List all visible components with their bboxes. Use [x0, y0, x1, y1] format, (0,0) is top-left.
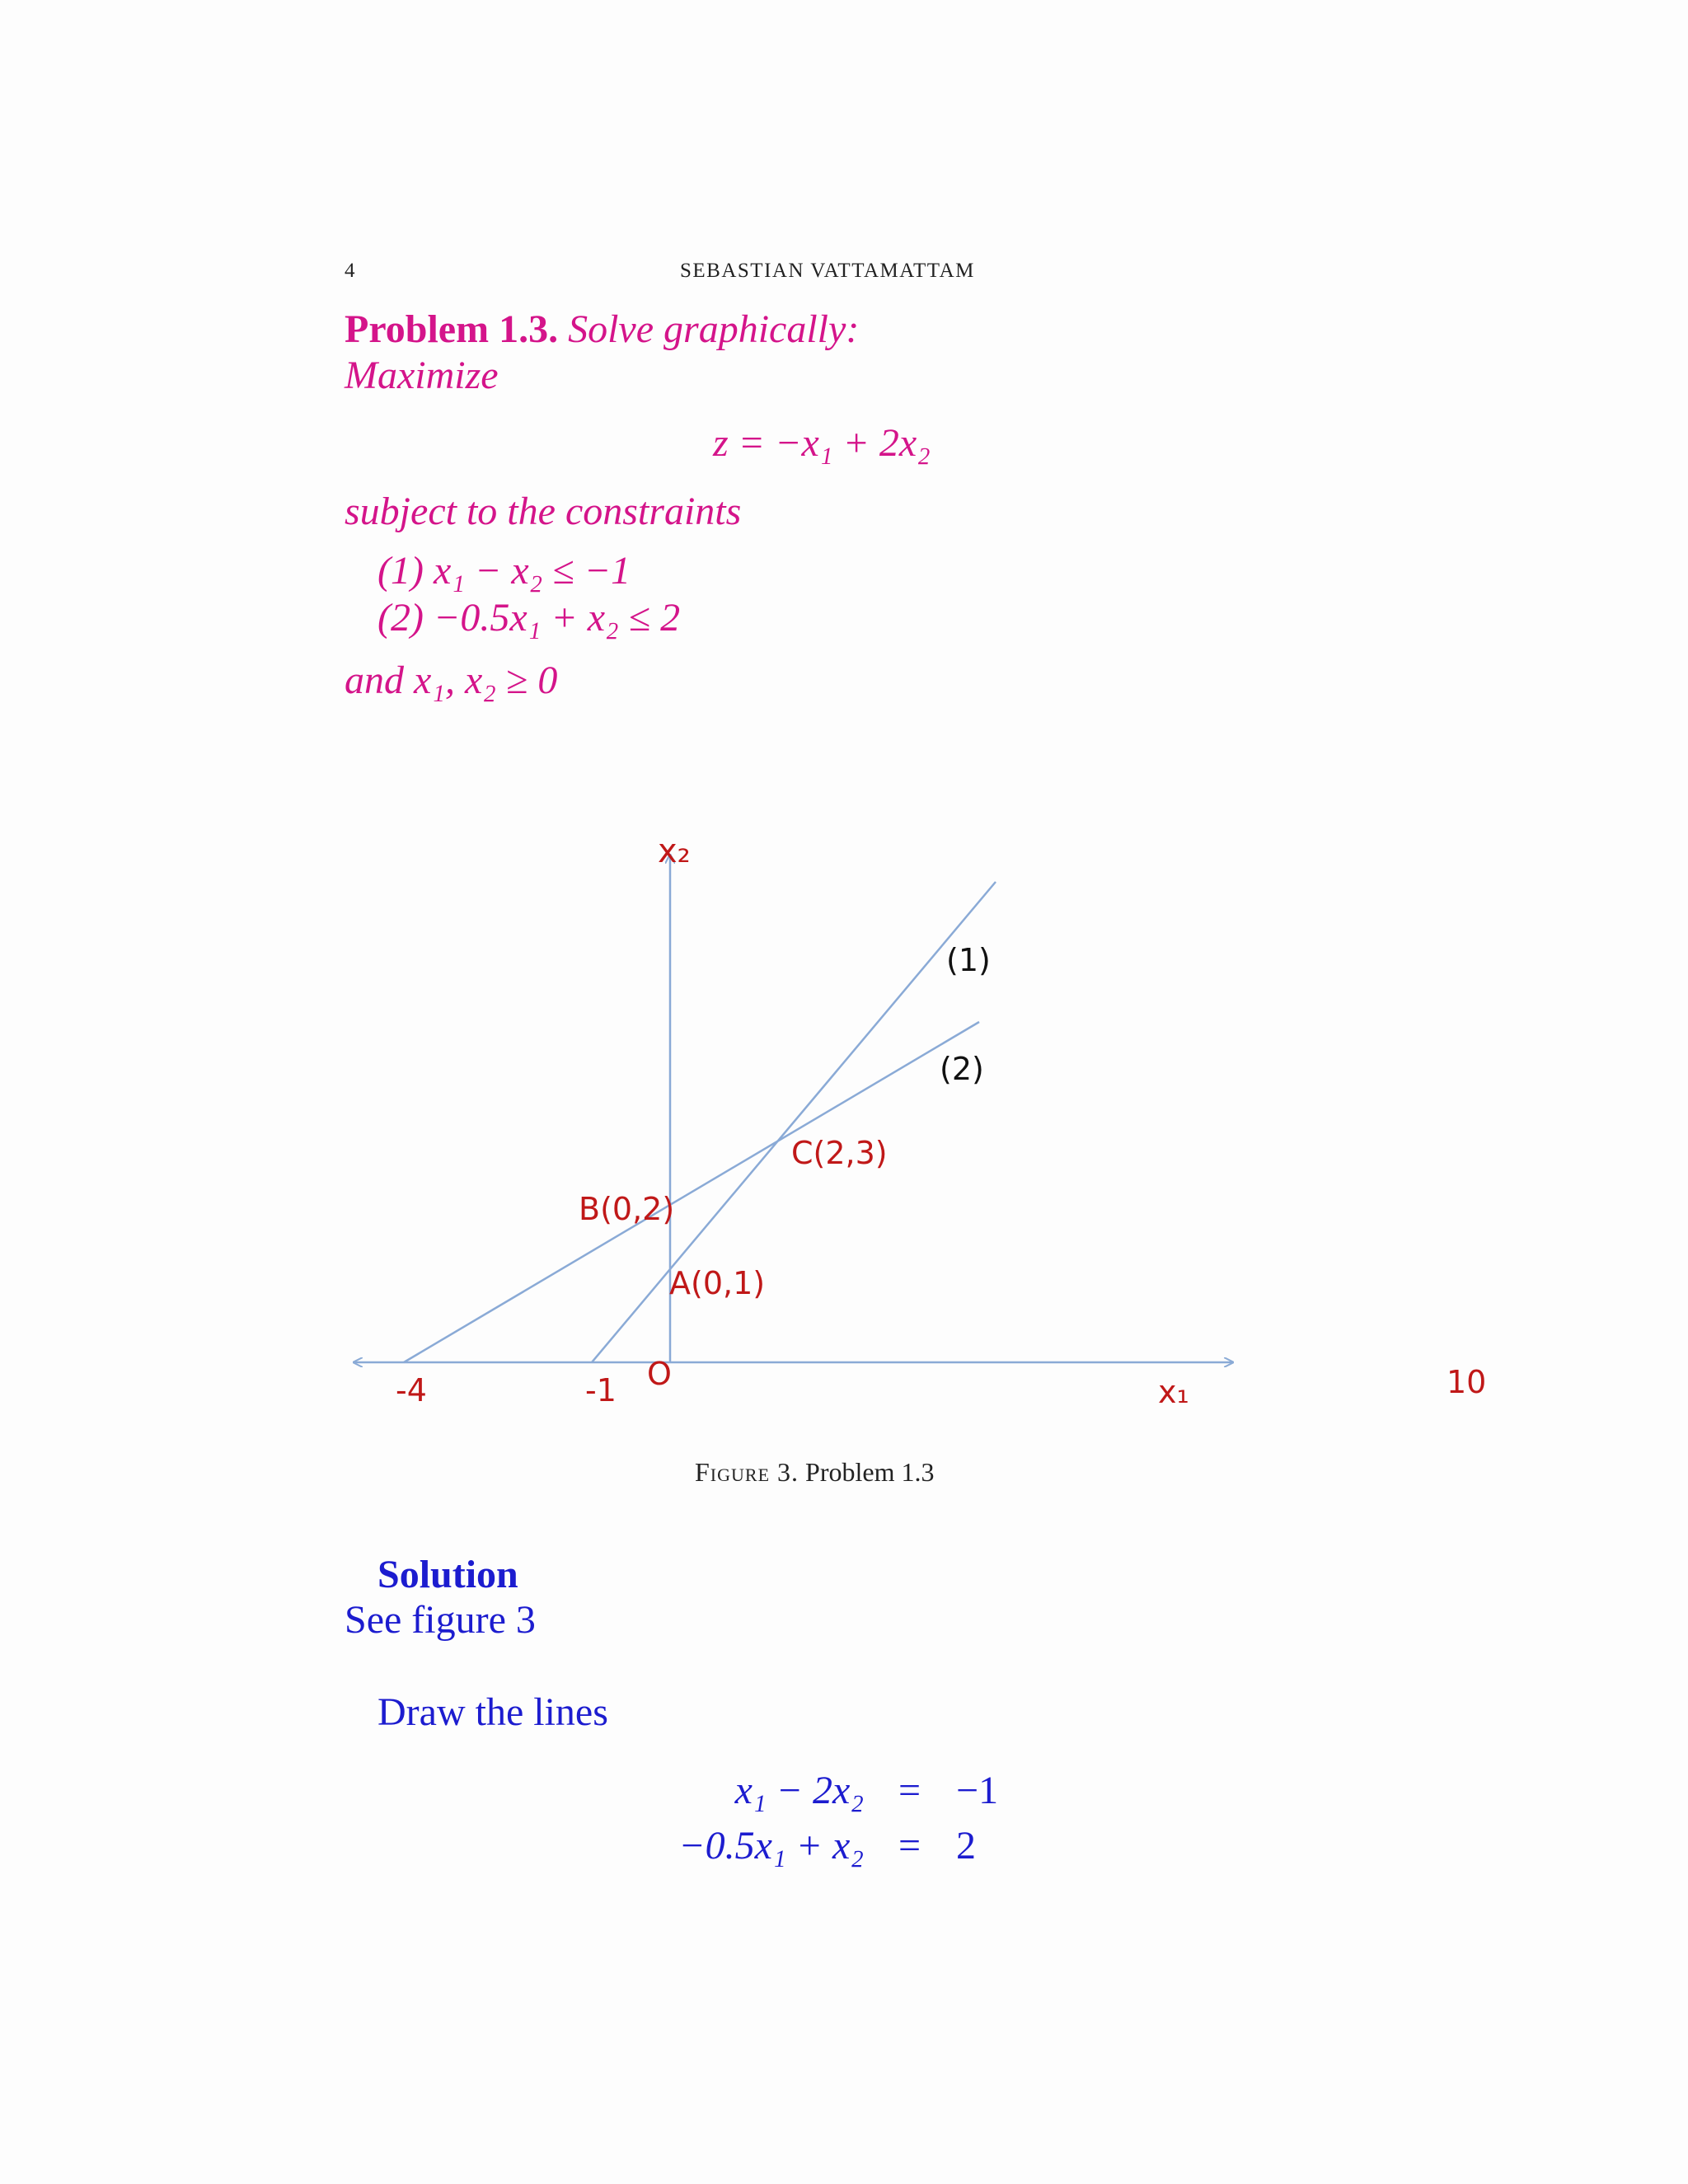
problem-label: Problem 1.3.	[345, 307, 559, 351]
equation-2-lhs: −0.5x₁ + x₂	[678, 1824, 864, 1868]
origin-label: O	[647, 1356, 672, 1392]
running-header-author: SEBASTIAN VATTAMATTAM	[680, 260, 975, 282]
maximize-label: Maximize	[345, 354, 499, 397]
point-a-label: A(0,1)	[669, 1265, 766, 1301]
subject-to-label: subject to the constraints	[345, 490, 742, 533]
draw-lines-text: Draw the lines	[377, 1690, 608, 1734]
constraint-2: (2) −0.5x₁ + x₂ ≤ 2	[377, 596, 681, 640]
line-2-label: (2)	[940, 1051, 984, 1087]
non-negativity: and x₁, x₂ ≥ 0	[345, 658, 558, 702]
point-c-label: C(2,3)	[791, 1135, 888, 1171]
constraint-line-2	[404, 1022, 979, 1362]
x-axis-label: x₁	[1158, 1374, 1189, 1410]
y-axis-label: x₂	[658, 832, 691, 870]
line-1-label: (1)	[946, 942, 991, 978]
page-number: 4	[345, 260, 356, 282]
equation-1-equals: =	[898, 1769, 921, 1812]
equation-2-rhs: 2	[956, 1824, 976, 1868]
tick-label-minus-1: -1	[585, 1372, 617, 1408]
tick-label-minus-4: -4	[396, 1372, 427, 1408]
see-figure-text: See figure 3	[345, 1598, 536, 1642]
equation-1-lhs: x₁ − 2x₂	[734, 1769, 864, 1812]
objective-function: z = −x₁ + 2x₂	[713, 421, 931, 465]
figure-caption-prefix: Figure 3.	[695, 1457, 799, 1487]
solution-heading: Solution	[377, 1553, 518, 1596]
point-b-label: B(0,2)	[579, 1191, 675, 1227]
problem-instruction: Solve graphically:	[568, 307, 860, 351]
constraint-line-1	[592, 882, 996, 1362]
equation-1-rhs: −1	[956, 1769, 999, 1812]
equation-2-equals: =	[898, 1824, 921, 1868]
figure-caption-text: Problem 1.3	[805, 1457, 935, 1487]
side-number-label: 10	[1447, 1364, 1487, 1400]
constraint-1: (1) x₁ − x₂ ≤ −1	[377, 549, 631, 593]
figure-caption	[695, 1457, 934, 1488]
